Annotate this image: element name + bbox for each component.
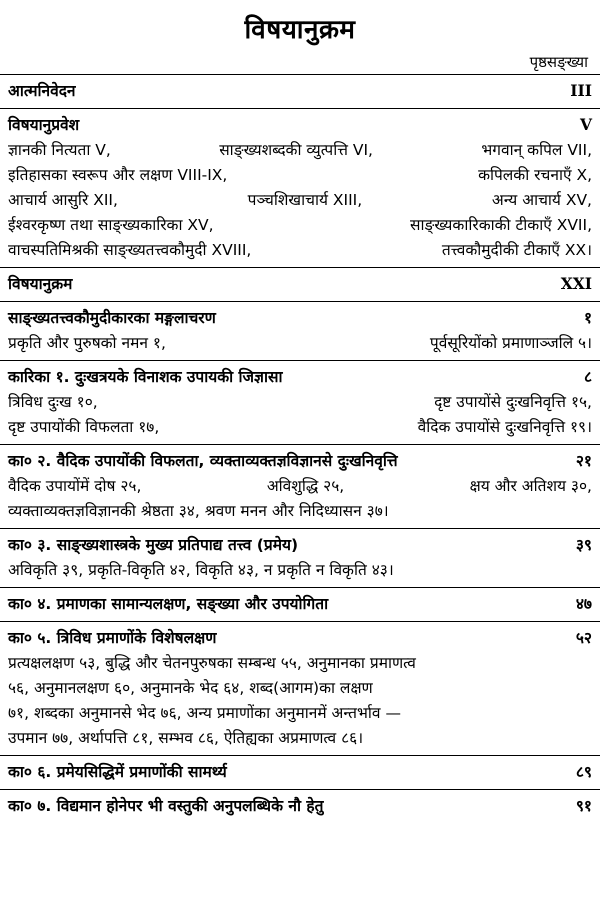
toc-heading[interactable] xyxy=(8,625,592,651)
toc-heading[interactable] xyxy=(8,271,592,297)
toc-subtopic-line xyxy=(8,499,592,524)
toc-section xyxy=(0,789,600,823)
toc-subtopic-line xyxy=(8,474,592,499)
toc-heading-title: विषयानुक्रम xyxy=(8,275,73,293)
toc-subtopic[interactable]: इतिहासका स्वरूप और लक्षण VIII-IX, xyxy=(8,166,228,184)
toc-subtopic[interactable]: क्षय और अतिशय ३०, xyxy=(469,477,592,495)
toc-heading[interactable] xyxy=(8,759,592,785)
toc-section xyxy=(0,755,600,789)
toc-heading-title: का० ७. विद्यमान होनेपर भी वस्तुकी अनुपलब्धिके नौ हेतु xyxy=(8,797,324,815)
toc-heading-title: का० ४. प्रमाणका सामान्यलक्षण, सङ्ख्या और उपयोगिता xyxy=(8,595,329,613)
toc-heading-title: साङ्ख्यतत्त्वकौमुदीकारका मङ्गलाचरण xyxy=(8,309,216,327)
toc-subtopic[interactable]: पञ्चशिखाचार्य XIII, xyxy=(247,191,363,209)
toc-heading[interactable] xyxy=(8,78,592,104)
toc-subtopic[interactable]: साङ्ख्यकारिकाकी टीकाएँ XVII, xyxy=(410,216,592,234)
toc-subtopic[interactable]: ज्ञानकी नित्यता V, xyxy=(8,141,111,159)
toc-subtopic-line xyxy=(8,390,592,415)
toc-subtopic[interactable]: ५६, अनुमानलक्षण ६०, अनुमानके भेद ६४, शब्द(आगम)का लक्षण xyxy=(8,679,373,697)
toc-subtopic[interactable]: अविकृति ३९, प्रकृति-विकृति ४२, विकृति ४३, न प्रकृति न विकृति ४३। xyxy=(8,561,394,579)
toc-heading-title: का० ५. त्रिविध प्रमाणोंके विशेषलक्षण xyxy=(8,629,217,647)
toc-heading[interactable] xyxy=(8,532,592,558)
toc-subtopic[interactable]: अन्य आचार्य XV, xyxy=(491,191,592,209)
table-of-contents xyxy=(0,74,600,823)
toc-page-number: ४७ xyxy=(575,594,592,613)
toc-subtopic-line xyxy=(8,415,592,440)
toc-subtopic[interactable]: कपिलकी रचनाएँ X, xyxy=(478,166,592,184)
toc-subtopic-line xyxy=(8,558,592,583)
toc-subtopic[interactable]: भगवान् कपिल VII, xyxy=(481,141,592,159)
toc-page-number: २१ xyxy=(575,451,592,470)
toc-heading[interactable] xyxy=(8,591,592,617)
toc-subtopic[interactable]: दृष्ट उपायोंकी विफलता १७, xyxy=(8,418,160,436)
toc-subtopic-line xyxy=(8,188,592,213)
toc-subtopic-line xyxy=(8,701,592,726)
toc-heading-title: का० २. वैदिक उपायोंकी विफलता, व्यक्ताव्यक्तज्ञविज्ञानसे दुःखनिवृत्ति xyxy=(8,452,398,470)
toc-page-number: ९१ xyxy=(575,796,592,815)
toc-subtopic[interactable]: साङ्ख्यशब्दकी व्युत्पत्ति VI, xyxy=(219,141,373,159)
toc-subtopic[interactable]: ईश्वरकृष्ण तथा साङ्ख्यकारिका XV, xyxy=(8,216,214,234)
toc-subtopic-line xyxy=(8,138,592,163)
page-title: विषयानुक्रम xyxy=(244,15,356,45)
toc-subtopic[interactable]: अविशुद्धि २५, xyxy=(266,477,345,495)
toc-section xyxy=(0,444,600,528)
toc-subtopic[interactable]: वाचस्पतिमिश्रकी साङ्ख्यतत्त्वकौमुदी XVIII, xyxy=(8,241,252,259)
toc-section xyxy=(0,267,600,301)
toc-subtopic[interactable]: पूर्वसूरियोंको प्रमाणाञ्जलि ५। xyxy=(429,334,592,352)
toc-subtopic-line xyxy=(8,213,592,238)
toc-page-number: ८ xyxy=(583,367,592,386)
toc-subtopic[interactable]: उपमान ७७, अर्थापत्ति ८१, सम्भव ८६, ऐतिह्यका अप्रमाणत्व ८६। xyxy=(8,729,364,747)
page-number-column-label: पृष्ठसङ्ख्या xyxy=(529,53,588,71)
toc-heading[interactable] xyxy=(8,112,592,138)
toc-page-number: ८९ xyxy=(575,762,592,781)
toc-heading[interactable] xyxy=(8,793,592,819)
toc-subtopic-line xyxy=(8,676,592,701)
toc-subtopic-line xyxy=(8,651,592,676)
toc-heading-title: विषयानुप्रवेश xyxy=(8,116,80,134)
toc-subtopic[interactable]: दृष्ट उपायोंसे दुःखनिवृत्ति १५, xyxy=(434,393,592,411)
toc-section xyxy=(0,301,600,360)
toc-section xyxy=(0,108,600,267)
toc-section xyxy=(0,360,600,444)
toc-subtopic-line xyxy=(8,163,592,188)
toc-section xyxy=(0,528,600,587)
toc-heading[interactable] xyxy=(8,448,592,474)
toc-subtopic-line xyxy=(8,331,592,356)
toc-subtopic[interactable]: प्रकृति और पुरुषको नमन १, xyxy=(8,334,166,352)
toc-page-number: III xyxy=(570,81,592,100)
toc-heading-title: कारिका १. दुःखत्रयके विनाशक उपायकी जिज्ञासा xyxy=(8,368,283,386)
toc-heading[interactable] xyxy=(8,305,592,331)
toc-subtopic[interactable]: वैदिक उपायोंमें दोष २५, xyxy=(8,477,142,495)
toc-subtopic[interactable]: ७१, शब्दका अनुमानसे भेद ७६, अन्य प्रमाणोंका अनुमानमें अन्तर्भाव — xyxy=(8,704,401,722)
toc-page-number: १ xyxy=(583,308,592,327)
toc-page-number: XXI xyxy=(560,274,592,293)
toc-subtopic-line xyxy=(8,726,592,751)
toc-heading-title: का० ३. साङ्ख्यशास्त्रके मुख्य प्रतिपाद्य तत्त्व (प्रमेय) xyxy=(8,536,299,554)
toc-heading[interactable] xyxy=(8,364,592,390)
toc-subtopic[interactable]: त्रिविध दुःख १०, xyxy=(8,393,98,411)
toc-page-number: ३९ xyxy=(575,535,592,554)
toc-heading-title: आत्मनिवेदन xyxy=(8,82,76,100)
toc-subtopic[interactable]: वैदिक उपायोंसे दुःखनिवृत्ति १९। xyxy=(417,418,592,436)
toc-subtopic[interactable]: प्रत्यक्षलक्षण ५३, बुद्धि और चेतनपुरुषका सम्बन्ध ५५, अनुमानका प्रमाणत्व xyxy=(8,654,416,672)
toc-heading-title: का० ६. प्रमेयसिद्धिमें प्रमाणोंकी सामर्थ्य xyxy=(8,763,227,781)
toc-page-number: V xyxy=(579,115,592,134)
toc-section xyxy=(0,587,600,621)
toc-page-number: ५२ xyxy=(575,628,592,647)
toc-section xyxy=(0,621,600,755)
toc-subtopic-line xyxy=(8,238,592,263)
toc-subtopic[interactable]: आचार्य आसुरि XII, xyxy=(8,191,118,209)
toc-subtopic[interactable]: व्यक्ताव्यक्तज्ञविज्ञानकी श्रेष्ठता ३४, श्रवण मनन और निदिध्यासन ३७। xyxy=(8,502,389,520)
toc-subtopic[interactable]: तत्त्वकौमुदीकी टीकाएँ XX। xyxy=(441,241,592,259)
toc-section xyxy=(0,74,600,108)
